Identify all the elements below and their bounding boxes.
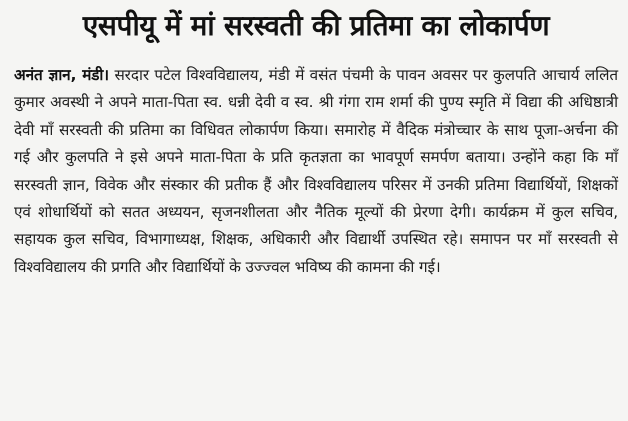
article-text: सरदार पटेल विश्वविद्यालय, मंडी में वसंत पंचमी के पावन अवसर पर कुलपति आचार्य ललित कुमार अवस्थी ने अपने माता-पिता स्व. धन्नी देवी व स्व. श्री गंगा राम शर्मा की पुण्य स्मृति में विद्या की अधिष्ठात्री देवी माँ सरस्वती की प्रतिमा का विधिवत लोकार्पण किया। समारोह में वैदिक मंत्रोच्चार के साथ पूजा-अर्चना की गई और कुलपति ने इसे अपने माता-पिता के प्रति कृतज्ञता का भावपूर्ण समर्पण बताया। उन्होंने कहा कि माँ सरस्वती ज्ञान, विवेक और संस्कार की प्रतीक हैं और विश्वविद्यालय परिसर में उनकी प्रतिमा विद्यार्थियों, शिक्षकों एवं शोधार्थियों को सतत अध्ययन, सृजनशीलता और नैतिक मूल्यों की प्रेरणा देगी। कार्यक्रम में कुल सचिव, सहायक कुल सचिव, विभागाध्यक्ष, शिक्षक, अधिकारी और विद्यार्थी उपस्थित रहे। समापन पर माँ सरस्वती से विश्वविद्यालय की प्रगति और विद्यार्थियों के उज्ज्वल भविष्य की कामना की गई। [14,66,618,276]
headline: एसपीयू में मां सरस्वती की प्रतिमा का लोकार्पण [82,9,550,42]
article-body [14,62,618,281]
dateline: अनंत ज्ञान, मंडी। [14,66,109,84]
